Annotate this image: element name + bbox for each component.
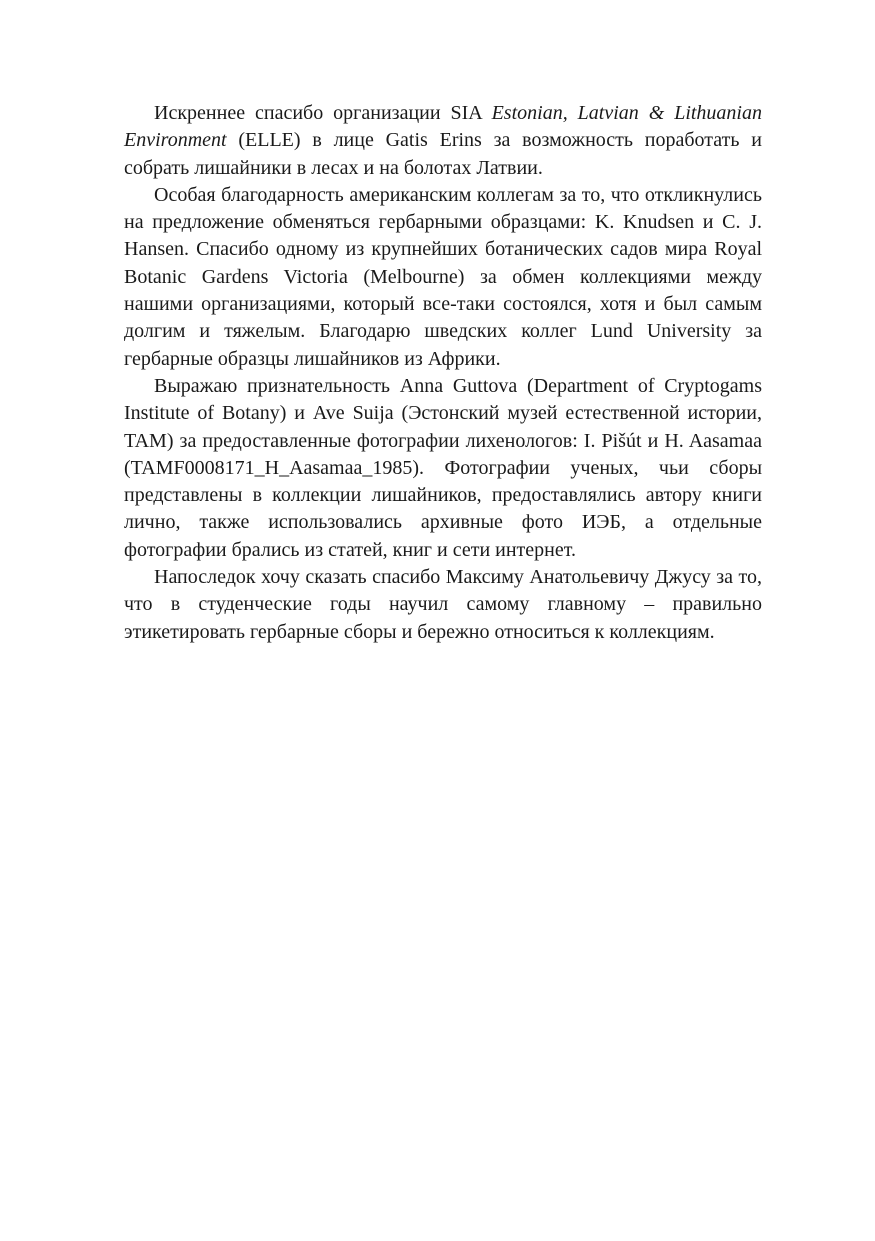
paragraph-elle-end: (ELLE) в лице Gatis Erins за возможность поработать и собрать лишайники в лесах и на болотах Латвии. <box>124 129 762 179</box>
paragraph-elle <box>124 100 762 182</box>
paragraph-final-thanks: Напоследок хочу сказать спасибо Максиму Анатольевичу Джусу за то, что в студенческие годы научил самому главному – правильно этикетировать гербарные сборы и бережно относиться к коллекциям. <box>124 566 762 643</box>
organization-name-italic: Estonian, Latvian & Lithuanian Environment <box>124 102 762 152</box>
paragraph-photographs: Выражаю признательность Anna Guttova (Department of Cryptogams Institute of Botany) и Ave Suija (Эстонский музей естественной истории, TAM) за предоставленные фотографии лихенологов: I. Pišút и H. Aasamaa (TAMF0008171_H_Aasamaa_1985). Фотографии ученых, чьи сборы представлены в коллекции лишайников, предоставлялись автору книги лично, также использовались архивные фото ИЭБ, а отдельные фотографии брались из статей, книг и сети интернет. <box>124 374 762 561</box>
paragraph-elle-start: Искреннее спасибо организации SIA <box>154 102 492 124</box>
acknowledgements-text <box>124 100 762 646</box>
paragraph-american-colleagues: Особая благодарность американским коллегам за то, что откликнулись на предложение обменяться гербарными образцами: K. Knudsen и C. J. Hansen. Спасибо одному из крупнейших ботанических садов мира Royal Botanic Gardens Victoria (Melbourne) за обмен коллекциями между нашими организациями, который все-таки состоялся, хотя и был самым долгим и тяжелым. Благодарю шведских коллег Lund University за гербарные образцы лишайников из Африки. <box>124 183 762 370</box>
